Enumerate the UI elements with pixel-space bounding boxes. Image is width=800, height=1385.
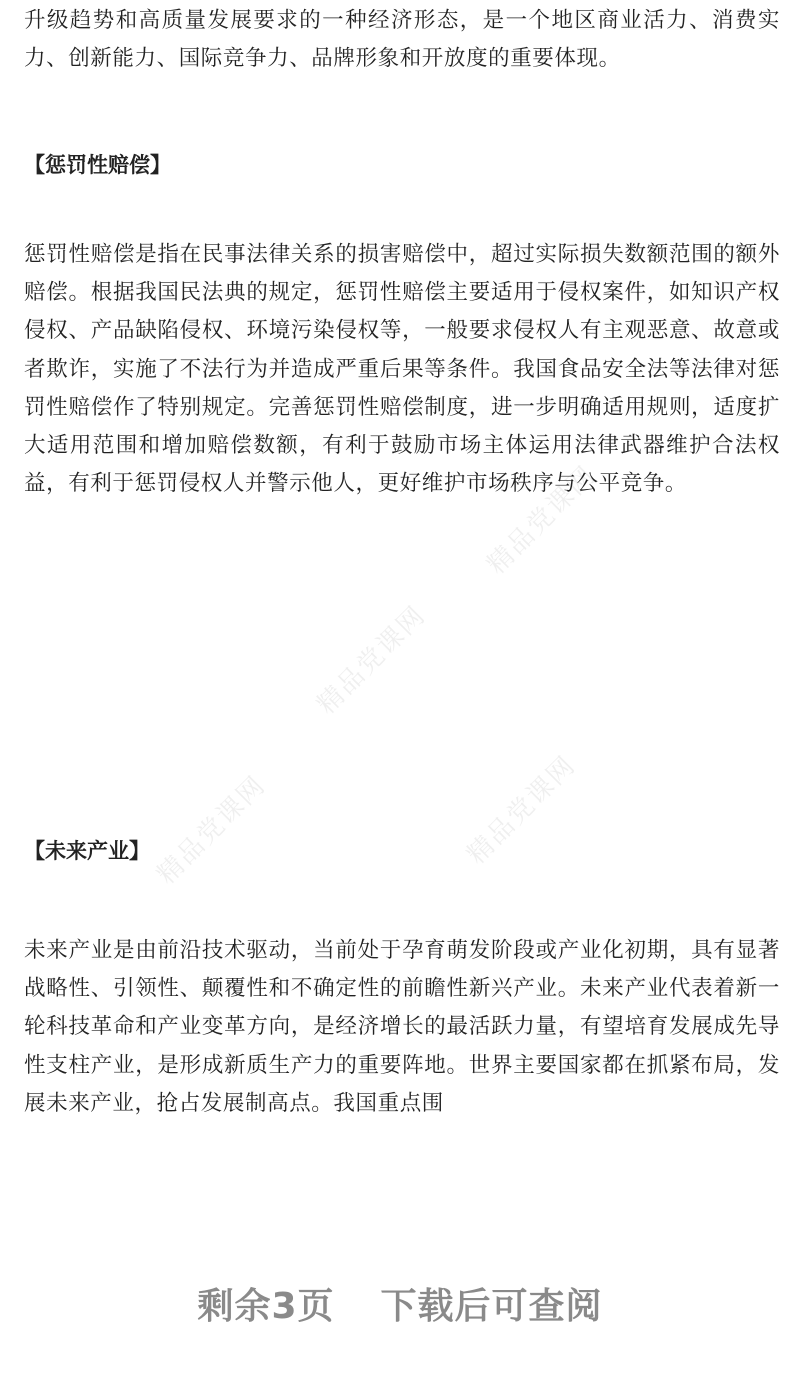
remaining-pages-label: 剩余3页 [197,1286,335,1327]
download-hint-label: 下载后可查阅 [380,1286,603,1327]
section-heading-punitive-damages: 【惩罚性赔偿】 [24,153,171,177]
watermark-text: 精品党课网 [311,600,432,721]
section-body-punitive-damages: 惩罚性赔偿是指在民事法律关系的损害赔偿中，超过实际损失数额范围的额外赔偿。根据我国民法典的规定，惩罚性赔偿主要适用于侵权案件，如知识产权侵权、产品缺陷侵权、环境污染侵权等，一般要求侵权人有主观恶意、故意或者欺诈，实施了不法行为并造成严重后果等条件。我国食品安全法等法律对惩罚性赔偿作了特别规定。完善惩罚性赔偿制度，进一步明确适用规则，适度扩大适用范围和增加赔偿数额，有利于鼓励市场主体运用法律武器维护合法权益，有利于惩罚侵权人并警示他人，更好维护市场秩序与公平竞争。 [24,242,780,497]
watermark-text: 精品党课网 [151,770,272,891]
intro-paragraph: 升级趋势和高质量发展要求的一种经济形态，是一个地区商业活力、消费实力、创新能力、国际竞争力、品牌形象和开放度的重要体现。 [24,8,780,72]
section-body-future-industries: 未来产业是由前沿技术驱动，当前处于孕育萌发阶段或产业化初期，具有显著战略性、引领性、颠覆性和不确定性的前瞻性新兴产业。未来产业代表着新一轮科技革命和产业变革方向，是经济增长的最活跃力量，有望培育发展成先导性支柱产业，是形成新质生产力的重要阵地。世界主要国家都在抓紧布局，发展未来产业，抢占发展制高点。我国重点围 [24,938,780,1116]
watermark-text: 精品党课网 [481,460,602,581]
download-notice[interactable] [0,1278,800,1329]
watermark-text: 精品党课网 [461,750,582,871]
section-heading-future-industries: 【未来产业】 [24,839,150,863]
